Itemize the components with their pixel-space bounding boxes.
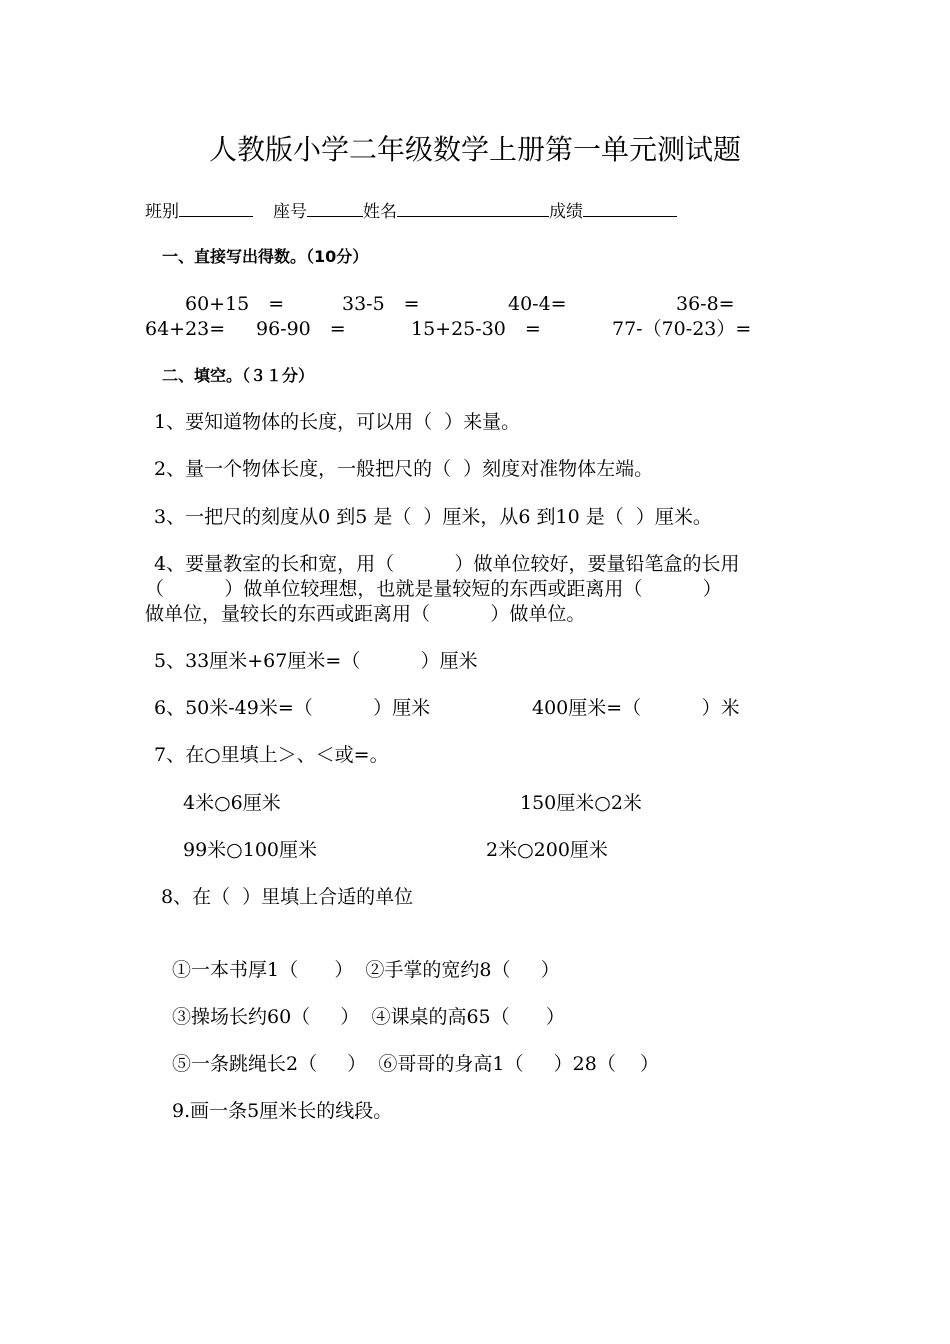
calc-item: 15+25-30 = [411,318,541,340]
info-line [145,198,677,224]
question-8: 8、在（ ）里填上合适的单位 [161,886,414,908]
compare-item: 99米○100厘米 [183,839,318,861]
seat-label: 座号 [273,202,307,222]
question-7: 7、在○里填上＞、＜或=。 [154,744,389,766]
score-label: 成绩 [549,202,583,222]
name-label: 姓名 [363,202,397,222]
class-label: 班别 [145,202,179,222]
question-5: 5、33厘米+67厘米=（ ）厘米 [154,650,478,672]
calc-item: 33-5 = [342,293,420,315]
question-1: 1、要知道物体的长度，可以用（ ）来量。 [154,411,521,433]
score-blank[interactable] [583,198,677,217]
page-title: 人教版小学二年级数学上册第一单元测试题 [208,133,741,166]
question-4-line1: 4、要量教室的长和宽，用（ ）做单位较好，要量铅笔盒的长用 [154,553,740,575]
calc-item: 96-90 = [256,318,346,340]
section2-heading: 二、填空。（３１分） [162,366,315,385]
unit-item-row: ①一本书厚1（ ） ②手掌的宽约8（ ） [172,959,560,981]
question-3: 3、一把尺的刻度从0 到5 是（ ）厘米，从6 到10 是（ ）厘米。 [154,506,712,528]
class-blank[interactable] [179,198,253,217]
seat-blank[interactable] [307,198,363,217]
unit-item-row: ③操场长约60（ ） ④课桌的高65（ ） [172,1006,565,1028]
question-2: 2、量一个物体长度，一般把尺的（ ）刻度对准物体左端。 [154,458,654,480]
calc-item: 64+23= [145,318,226,340]
compare-item: 4米○6厘米 [183,792,281,814]
question-9: 9.画一条5厘米长的线段。 [172,1100,393,1122]
question-6b: 400厘米=（ ）米 [532,697,740,719]
unit-item-row: ⑤一条跳绳长2（ ） ⑥哥哥的身高1（ ）28（ ） [172,1053,659,1075]
question-4-line3: 做单位，量较长的东西或距离用（ ）做单位。 [145,603,586,625]
question-6a: 6、50米-49米=（ ）厘米 [154,697,431,719]
calc-item: 60+15 = [185,293,285,315]
calc-item: 40-4= [508,293,567,315]
compare-item: 150厘米○2米 [520,792,642,814]
calc-item: 77-（70-23）= [612,318,752,340]
section1-heading: 一、直接写出得数。（10分） [162,247,369,266]
calc-item: 36-8= [676,293,735,315]
compare-item: 2米○200厘米 [486,839,608,861]
question-4-line2: （ ）做单位较理想，也就是量较短的东西或距离用（ ） [145,578,722,600]
name-blank[interactable] [397,198,549,217]
